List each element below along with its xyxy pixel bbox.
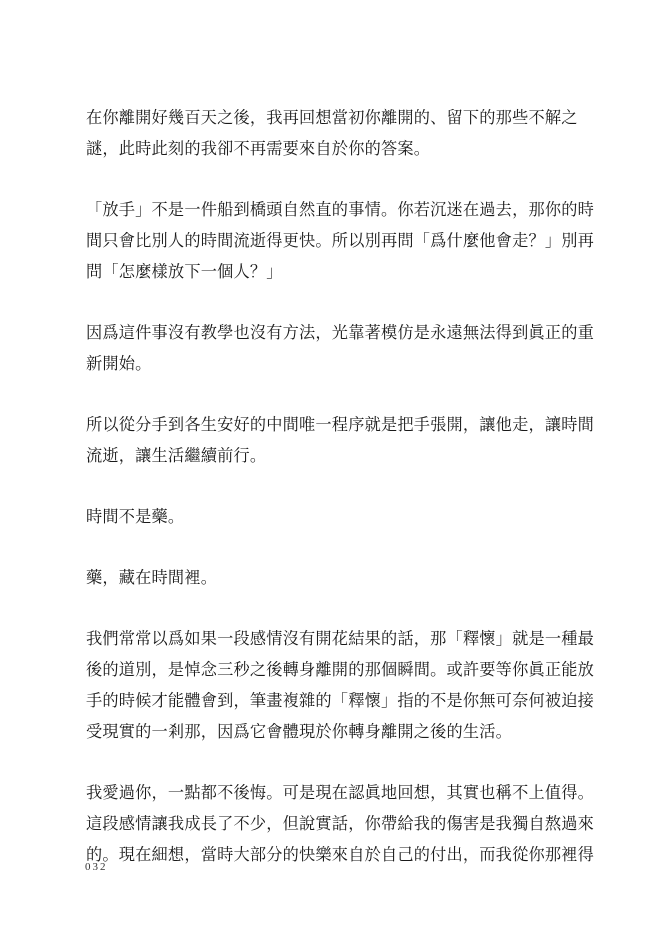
text-line: 時間不是藥。 — [86, 507, 185, 526]
paragraph-5 — [86, 501, 566, 532]
text-line: 的。現在細想，當時大部分的快樂來自於自己的付出，而我從你那裡得 — [86, 845, 595, 864]
text-line: 我們常常以爲如果一段感情沒有開花結果的話，那「釋懷」就是一種最 — [86, 629, 595, 648]
text-line: 所以從分手到各生安好的中間唯一程序就是把手張開，讓他走，讓時間 — [86, 415, 595, 434]
text-line: 在你離開好幾百天之後，我再回想當初你離開的、留下的那些不解之 — [86, 108, 578, 127]
text-line: 藥，藏在時間裡。 — [86, 568, 218, 587]
paragraph-1 — [86, 102, 578, 164]
text-line: 這段感情讓我成長了不少，但說實話，你帶給我的傷害是我獨自熬過來 — [86, 814, 595, 833]
paragraph-2 — [86, 194, 595, 287]
text-line: 謎，此時此刻的我卻不再需要來自於你的答案。 — [86, 139, 431, 158]
page-number: 032 — [85, 861, 108, 873]
text-line: 問「怎麼樣放下一個人？」 — [86, 262, 283, 281]
text-line: 間只會比別人的時間流逝得更快。所以別再問「爲什麼他會走？」別再 — [86, 231, 595, 250]
text-line: 我愛過你，一點都不後悔。可是現在認眞地回想，其實也稱不上值得。 — [86, 783, 595, 802]
paragraph-6 — [86, 562, 566, 593]
body-text — [86, 102, 595, 900]
text-line: 新開始。 — [86, 354, 152, 373]
text-line: 因爲這件事沒有教學也沒有方法，光靠著模仿是永遠無法得到眞正的重 — [86, 323, 595, 342]
paragraph-7 — [86, 623, 595, 747]
paragraph-8 — [86, 777, 595, 870]
text-line: 流逝，讓生活繼續前行。 — [86, 446, 267, 465]
text-line: 受現實的一剎那，因爲它會體現於你轉身離開之後的生活。 — [86, 722, 513, 741]
text-line: 後的道別，是悼念三秒之後轉身離開的那個瞬間。或許要等你眞正能放 — [86, 660, 595, 679]
paragraph-4 — [86, 409, 595, 471]
paragraph-3 — [86, 317, 595, 379]
text-line: 手的時候才能體會到，筆畫複雜的「釋懷」指的不是你無可奈何被迫接 — [86, 691, 595, 710]
text-line: 「放手」不是一件船到橋頭自然直的事情。你若沉迷在過去，那你的時 — [86, 200, 595, 219]
